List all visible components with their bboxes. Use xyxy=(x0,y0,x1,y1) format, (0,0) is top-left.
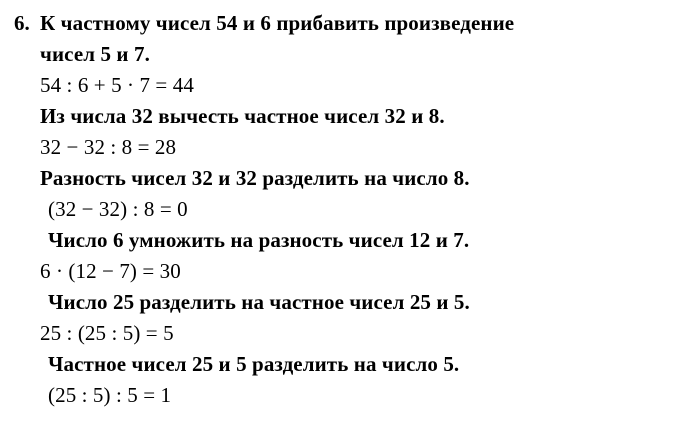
text-line: Разность чисел 32 и 32 разделить на число 8. xyxy=(40,166,470,190)
equation-line: 32 − 32 : 8 = 28 xyxy=(40,135,177,159)
exercise-lines xyxy=(40,8,690,411)
equation-line: (25 : 5) : 5 = 1 xyxy=(48,383,172,407)
exercise-block xyxy=(14,8,690,411)
text-line: Число 25 разделить на частное чисел 25 и 5. xyxy=(48,290,470,314)
text-line: К частному чисел 54 и 6 прибавить произведение xyxy=(40,11,515,35)
text-line: Частное чисел 25 и 5 разделить на число 5. xyxy=(48,352,460,376)
text-line: чисел 5 и 7. xyxy=(40,42,150,66)
equation-line: 25 : (25 : 5) = 5 xyxy=(40,321,174,345)
exercise-number: 6. xyxy=(14,11,30,35)
equation-line: (32 − 32) : 8 = 0 xyxy=(48,197,188,221)
text-line: Из числа 32 вычесть частное чисел 32 и 8. xyxy=(40,104,445,128)
text-line: Число 6 умножить на разность чисел 12 и 7. xyxy=(48,228,470,252)
equation-line: 6 · (12 − 7) = 30 xyxy=(40,259,181,283)
equation-line: 54 : 6 + 5 · 7 = 44 xyxy=(40,73,194,97)
